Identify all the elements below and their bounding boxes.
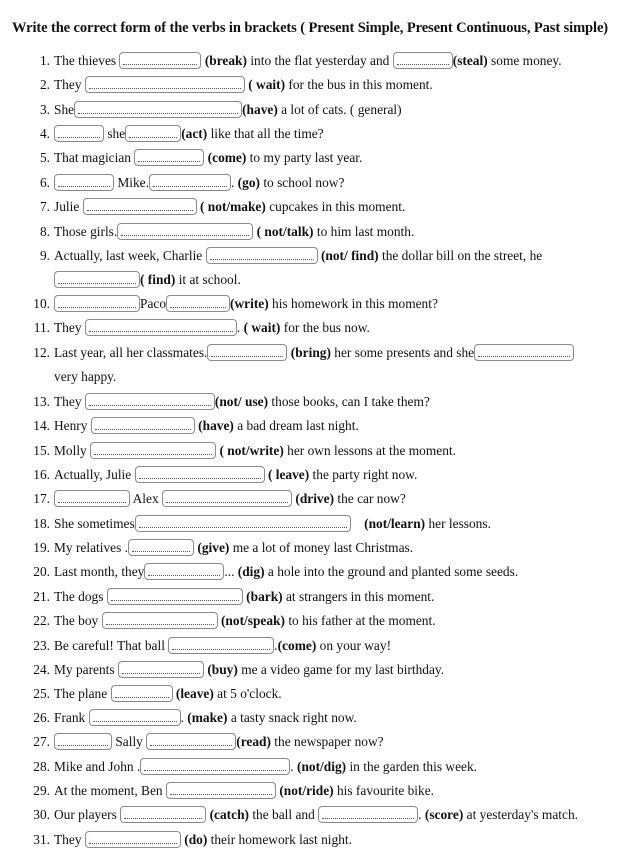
item-number: 30. [33,807,50,822]
verb-hint: ( leave) [267,467,310,482]
verb-hint: (not/ride) [279,783,334,798]
item-text: me a lot of money last Christmas. [229,540,414,555]
worksheet-title: Write the correct form of the verbs in brackets ( Present Simple, Present Continuous, Past simple) [12,20,609,36]
verb-hint: (bring) [290,345,331,360]
answer-field[interactable] [206,247,318,264]
verb-hint: (catch) [209,807,249,822]
item-text: the car now? [334,491,406,506]
item-number: 10. [33,296,50,311]
answer-field[interactable] [54,295,140,312]
item-number: 29. [33,783,50,798]
item-text: to his father at the moment. [284,613,436,628]
verb-hint: ( not/make) [200,199,266,214]
item-text: At the moment, Ben [54,783,166,798]
item-text: the ball and [248,807,319,822]
item-text: in the garden this week. [346,759,478,774]
item-text: her some presents and she [330,345,475,360]
item-number: 23. [33,638,50,653]
item-text: me a video game for my last birthday. [237,662,445,677]
answer-field[interactable] [117,223,253,240]
item-number: 24. [33,662,50,677]
verb-hint: (buy) [207,662,238,677]
item-text: a tasty snack right now. [227,710,357,725]
item-text: The plane [54,686,111,701]
item-number: 18. [33,516,50,531]
item-text: some money. [487,53,562,68]
answer-field[interactable] [89,709,181,726]
verb-hint: (dig) [237,564,265,579]
answer-field[interactable] [393,52,453,69]
verb-hint: (come) [277,638,317,653]
item-text: My relatives . [54,540,129,555]
item-text: cupcakes in this moment. [265,199,406,214]
answer-field[interactable] [54,125,104,142]
verb-hint: ( wait) [248,77,286,92]
item-text: Mike and John . [54,759,141,774]
answer-field[interactable] [91,417,195,434]
item-text: They [54,394,85,409]
answer-field[interactable] [85,831,181,848]
item-text: at 5 o'clock. [213,686,282,701]
answer-field[interactable] [85,76,245,93]
answer-field[interactable] [168,637,274,654]
item-text: The dogs [54,589,107,604]
answer-field[interactable] [474,344,574,361]
item-text: Our players [54,807,121,822]
verb-hint: ( find) [140,272,176,287]
item-text: Mike. [114,175,149,190]
item-text: to him last month. [313,224,415,239]
item-number: 7. [39,199,50,214]
item-number: 3. [39,102,50,117]
item-number: 12. [33,345,50,360]
answer-field[interactable] [118,661,204,678]
answer-field[interactable] [144,563,224,580]
item-number: 31. [33,832,50,847]
item-text: his homework in this moment? [268,296,438,311]
verb-hint: (leave) [175,686,214,701]
verb-hint: (not/ find) [320,248,379,263]
item-number: 8. [39,224,50,239]
answer-field[interactable] [135,466,265,483]
item-text: Actually, Julie [54,467,135,482]
answer-field[interactable] [74,101,242,118]
item-text: Those girls. [54,224,118,239]
verb-hint: (not/dig) [297,759,347,774]
answer-field[interactable] [134,149,204,166]
answer-field[interactable] [162,490,292,507]
item-text: her lessons. [425,516,491,531]
item-text: his favourite bike. [333,783,435,798]
item-text: at strangers in this moment. [282,589,435,604]
verb-hint: (give) [197,540,230,555]
answer-field[interactable] [85,319,237,336]
item-text: Actually, last week, Charlie [54,248,206,263]
item-text: Henry [54,418,91,433]
answer-field[interactable] [166,782,276,799]
answer-field[interactable] [54,490,130,507]
item-number: 26. [33,710,50,725]
answer-field[interactable] [149,174,231,191]
item-text: She sometimes [54,516,135,531]
item-number: 2. [39,77,50,92]
item-text: she [104,126,126,141]
item-text: The boy [54,613,102,628]
item-text: to my party last year. [246,150,363,165]
verb-hint: (have) [198,418,234,433]
answer-field[interactable] [54,271,140,288]
item-text: Frank [54,710,89,725]
verb-hint: ( wait) [243,320,281,335]
item-text: Alex [130,491,162,506]
answer-field[interactable] [140,758,290,775]
item-text: very happy. [54,369,117,384]
answer-field[interactable] [90,442,216,459]
answer-field[interactable] [318,806,418,823]
item-number: 20. [33,564,50,579]
answer-field[interactable] [54,733,112,750]
item-text: the newspaper now? [270,734,384,749]
item-text: My parents [54,662,118,677]
item-text: a bad dream last night. [233,418,359,433]
answer-field[interactable] [207,344,287,361]
item-text: a hole into the ground and planted some seeds. [264,564,519,579]
item-number: 16. [33,467,50,482]
item-text: They [54,77,85,92]
item-number: 21. [33,589,50,604]
item-number: 5. [39,150,50,165]
verb-hint: (bark) [246,589,283,604]
verb-hint: (come) [207,150,247,165]
item-number: 1. [39,53,50,68]
item-text: her own lessons at the moment. [283,443,456,458]
item-text: Paco [140,296,167,311]
item-number: 4. [39,126,50,141]
item-text: into the flat yesterday and [246,53,393,68]
item-number: 22. [33,613,50,628]
item-text: Last month, they [54,564,145,579]
verb-hint: (drive) [295,491,335,506]
verb-hint: ( not/write) [219,443,284,458]
verb-hint: (make) [187,710,228,725]
item-text: The thieves [54,53,120,68]
item-number: 13. [33,394,50,409]
answer-field[interactable] [54,174,114,191]
verb-hint: (not/learn) [364,516,426,531]
item-text: at yesterday's match. [463,807,578,822]
item-number: 11. [33,320,50,335]
verb-hint: (read) [236,734,271,749]
item-text: Last year, all her classmates. [54,345,208,360]
verb-hint: (act) [181,126,208,141]
item-text: to school now? [259,175,345,190]
item-number: 17. [33,491,50,506]
item-text: They [54,832,85,847]
answer-field[interactable] [107,588,243,605]
item-text: it at school. [175,272,241,287]
answer-field[interactable] [128,539,194,556]
verb-hint: (not/speak) [220,613,285,628]
answer-field[interactable] [166,295,230,312]
verb-hint: (not/ use) [214,394,269,409]
item-text: those books, can I take them? [268,394,430,409]
item-number: 19. [33,540,50,555]
item-number: 25. [33,686,50,701]
verb-hint: (write) [230,296,269,311]
answer-field[interactable] [135,515,351,532]
answer-field[interactable] [85,393,215,410]
verb-hint: (have) [242,102,278,117]
answer-field[interactable] [111,685,173,702]
item-text: the party right now. [309,467,418,482]
verb-hint: ( not/talk) [256,224,314,239]
item-text: Molly [54,443,91,458]
verb-hint: (go) [237,175,260,190]
answer-field[interactable] [119,52,201,69]
answer-field[interactable] [102,612,218,629]
item-number: 14. [33,418,50,433]
item-number: 28. [33,759,50,774]
item-text: their homework last night. [207,832,352,847]
item-text: Julie [54,199,83,214]
item-number: 9. [39,248,50,263]
verb-hint: (score) [424,807,464,822]
answer-field[interactable] [83,198,197,215]
verb-hint: (do) [184,832,208,847]
item-text: Sally [112,734,147,749]
verb-hint: (steal) [452,53,488,68]
item-text: She [54,102,75,117]
answer-field[interactable] [146,733,236,750]
item-text: for the bus in this moment. [285,77,433,92]
item-text: Be careful! That ball [54,638,169,653]
item-number: 15. [33,443,50,458]
answer-field[interactable] [120,806,206,823]
item-text: the dollar bill on the street, he [378,248,543,263]
item-number: 6. [39,175,50,190]
answer-field[interactable] [125,125,181,142]
item-text: for the bus now. [280,320,370,335]
item-text: That magician [54,150,135,165]
item-text: like that all the time? [207,126,324,141]
item-text: a lot of cats. ( general) [277,102,402,117]
verb-hint: (break) [204,53,247,68]
item-text: They [54,320,85,335]
item-text: on your way! [316,638,392,653]
item-number: 27. [33,734,50,749]
